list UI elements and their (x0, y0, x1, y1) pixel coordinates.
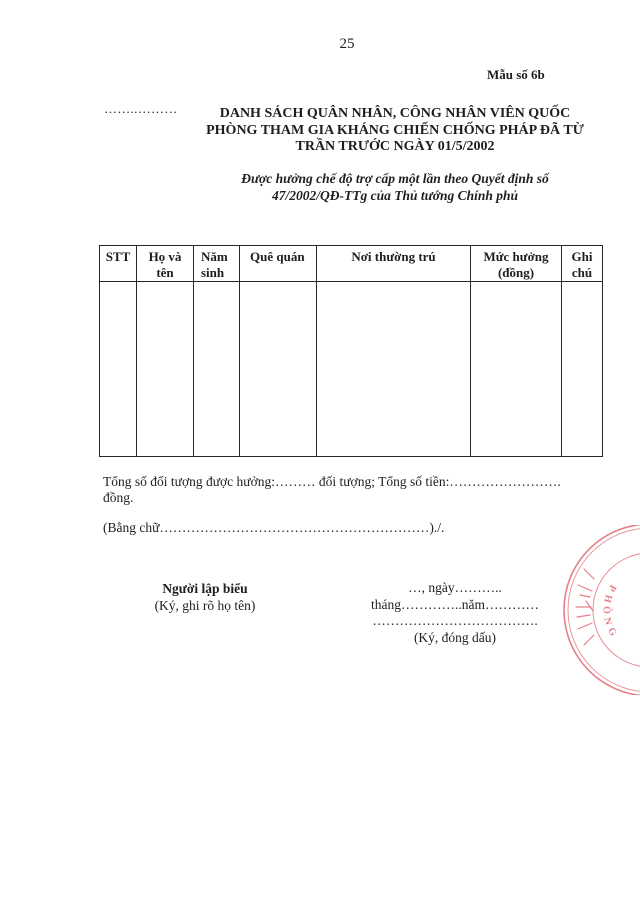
document-title (195, 106, 595, 156)
subtitle-line: 47/2002/QĐ-TTg của Thủ tướng Chính phủ (271, 188, 518, 203)
header-label: Họ và (148, 249, 182, 264)
stamp-letter: P (605, 582, 619, 594)
preparer-title: Người lập biểu (162, 581, 248, 596)
beneficiary-table (99, 245, 603, 457)
title-line: DANH SÁCH QUÂN NHÂN, CÔNG NHÂN VIÊN QUỐC (219, 106, 571, 121)
totals-currency: đồng. (103, 490, 134, 505)
header-birth-year (194, 246, 240, 282)
header-label: STT (105, 249, 131, 264)
stamp-stroke (586, 601, 593, 611)
header-label: sinh (201, 265, 225, 280)
stamp-stroke (584, 569, 594, 579)
title-line: PHÒNG THAM GIA KHÁNG CHIẾN CHỐNG PHÁP ĐÃ TỪ (206, 122, 584, 138)
header-note (562, 246, 603, 282)
stamp-stroke (578, 623, 592, 629)
header-label: tên (156, 265, 174, 280)
header-label: chú (571, 265, 593, 280)
header-residence (317, 246, 471, 282)
header-label: Mức hưởng (483, 249, 549, 264)
issuer-placeholder: ……..……… (104, 101, 178, 116)
table-cell (194, 282, 240, 457)
header-name (137, 246, 194, 282)
totals-block (103, 474, 561, 506)
stamp-stroke (577, 615, 590, 617)
approver-note: (Ký, đóng dấu) (413, 629, 497, 645)
table-cell (471, 282, 562, 457)
table-row (100, 282, 603, 457)
stamp-stroke (584, 635, 594, 645)
table-cell (100, 282, 137, 457)
totals-line: Tổng số đối tượng được hưởng:……… đối tượng; Tổng số tiền:……………………. (103, 474, 561, 489)
table-header (100, 246, 603, 282)
table-cell (137, 282, 194, 457)
table-header-row (100, 246, 603, 282)
red-seal-stamp (560, 525, 640, 695)
approver-signature-block (355, 580, 555, 646)
preparer-signature-block (130, 580, 280, 614)
preparer-note: (Ký, ghi rõ họ tên) (154, 598, 256, 613)
subtitle-line: Được hưởng chế độ trợ cấp một lần theo Quyết định số (241, 171, 549, 186)
table-cell (317, 282, 471, 457)
page-number: 25 (339, 36, 355, 52)
signer-name-line: ………………………………. (372, 613, 538, 628)
month-year-line: tháng…………..năm………… (371, 596, 539, 612)
table-cell (240, 282, 317, 457)
header-label: (đồng) (497, 265, 535, 280)
header-label: Nơi thường trú (351, 249, 436, 264)
stamp-letter: H (601, 593, 614, 604)
stamp-emblem-strokes (576, 569, 594, 645)
stamp-letter: G (605, 625, 619, 639)
stamp-stroke (580, 595, 590, 597)
header-label: Quê quán (250, 249, 305, 264)
table-cell (562, 282, 603, 457)
title-line: TRẦN TRƯỚC NGÀY 01/5/2002 (295, 139, 495, 155)
header-label: Ghi (571, 249, 593, 264)
date-line: …, ngày……….. (408, 580, 502, 595)
stamp-letter: Ò (600, 606, 612, 614)
header-hometown (240, 246, 317, 282)
amount-in-words: (Bằng chữ……………………………………………………)./. (103, 520, 445, 535)
header-amount (471, 246, 562, 282)
header-label: Năm (201, 249, 228, 264)
document-subtitle (195, 170, 595, 204)
table-body (100, 282, 603, 457)
stamp-lettering (601, 583, 619, 639)
header-stt (100, 246, 137, 282)
stamp-inner-ring (593, 553, 640, 667)
stamp-stroke (578, 585, 592, 591)
stamp-letter: N (601, 616, 614, 627)
form-code: Mẫu số 6b (487, 67, 545, 82)
